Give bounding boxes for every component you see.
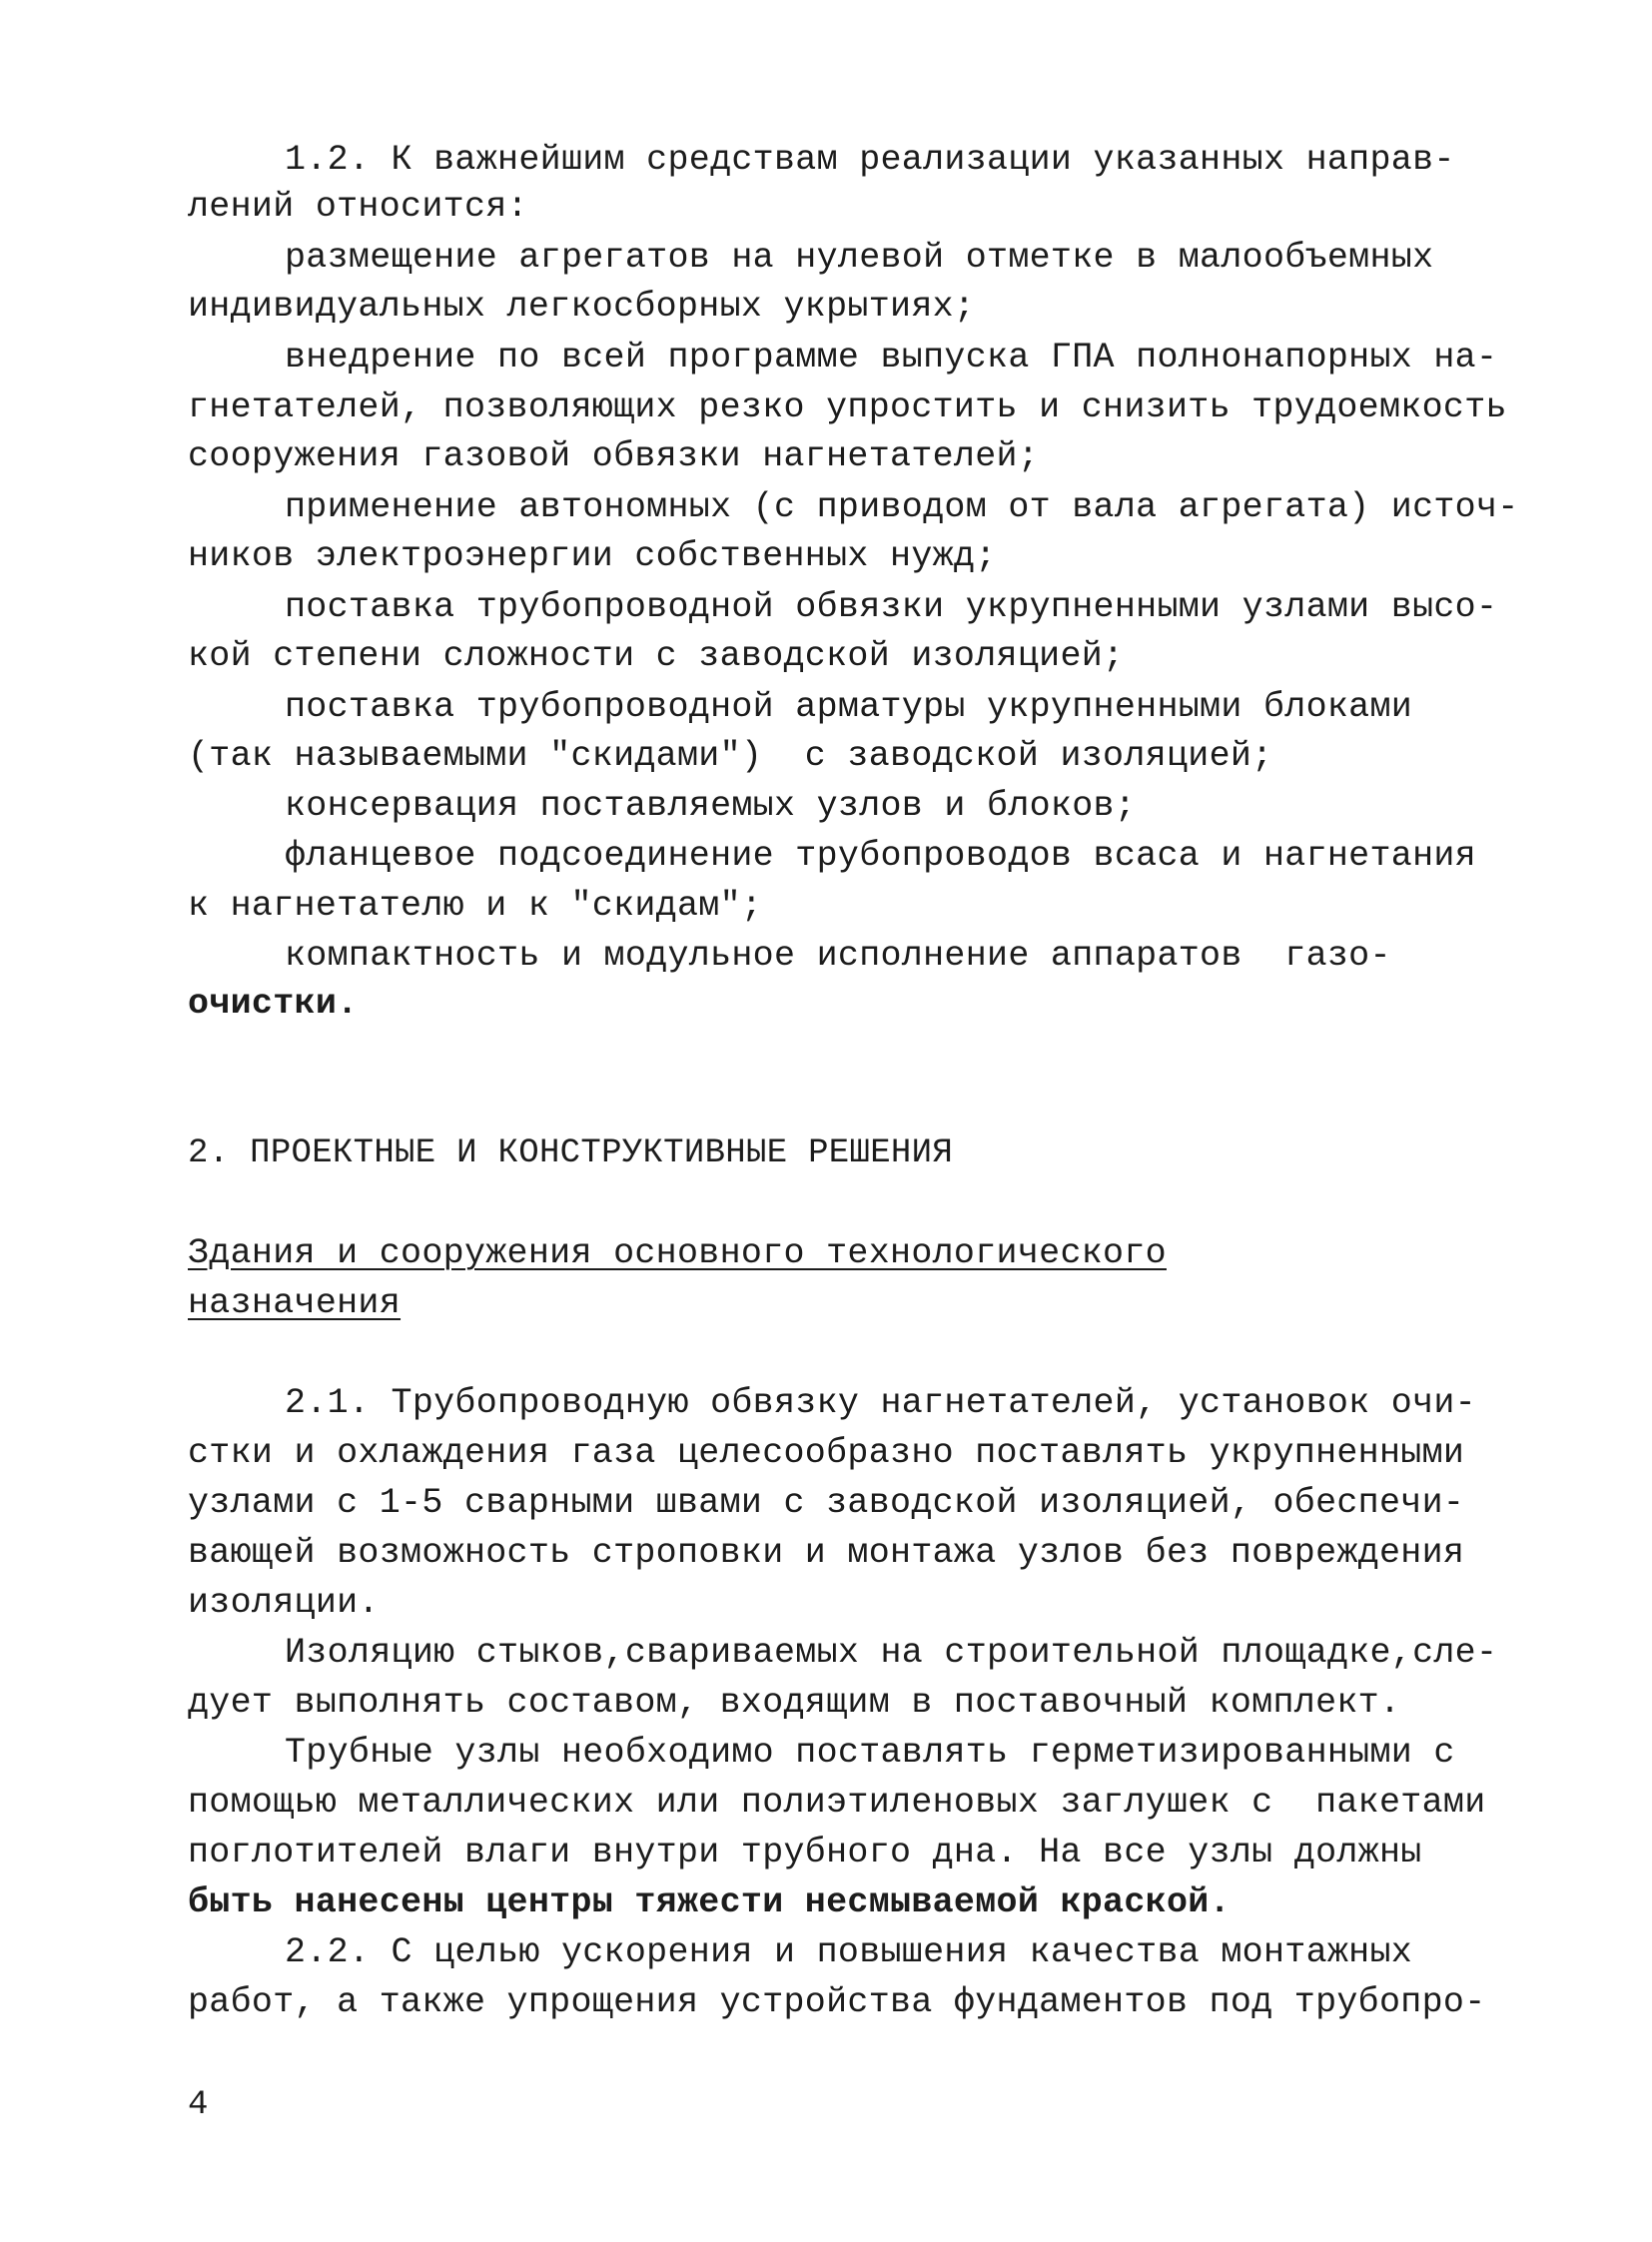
item-2-1-line: 2.1. Трубопроводную обвязку нагнетателей, установок очи- [285,1383,1476,1423]
list-item-line: ников электроэнергии собственных нужд; [188,536,997,576]
list-item-line: к нагнетателю и к "скидам"; [188,886,763,926]
list-item-line: фланцевое подсоединение трубопроводов всаса и нагнетания [285,836,1476,876]
item-1-2-line-2: лений относится: [188,187,528,227]
paragraph-line: поглотителей влаги внутри трубного дна. На все узлы должны [188,1833,1422,1872]
list-item-line: внедрение по всей программе выпуска ГПА полнонапорных на- [285,338,1498,377]
page-number: 4 [188,2086,209,2124]
list-item-line: применение автономных (с приводом от вала агрегата) источ- [285,487,1519,527]
item-2-2-line: 2.2. С целью ускорения и повышения качества монтажных [285,1932,1413,1972]
paragraph-line: дует выполнять составом, входящим в поставочный комплект. [188,1683,1401,1723]
subsection-heading-line-1: Здания и сооружения основного технологического [188,1233,1167,1273]
item-2-1-line: изоляции. [188,1583,380,1623]
list-item-line: очистки. [188,984,359,1024]
list-item-line: индивидуальных легкосборных укрытиях; [188,287,976,327]
list-item-line: гнетателей, позволяющих резко упростить и снизить трудоемкость [188,387,1507,427]
paragraph-line: помощью металлических или полиэтиленовых заглушек с пакетами [188,1783,1486,1823]
paragraph-line: Изоляцию стыков,свариваемых на строительной площадке,сле- [285,1633,1498,1673]
paragraph-line: быть нанесены центры тяжести несмываемой краской. [188,1882,1231,1922]
item-1-2-line-1: 1.2. К важнейшим средствам реализации указанных направ- [285,140,1455,180]
list-item-line: (так называемыми "скидами") с заводской изоляцией; [188,736,1273,776]
section-heading: 2. ПРОЕКТНЫЕ И КОНСТРУКТИВНЫЕ РЕШЕНИЯ [188,1134,954,1172]
paragraph-line: Трубные узлы необходимо поставлять герметизированными с [285,1733,1455,1773]
list-item-line: поставка трубопроводной обвязки укрупненными узлами высо- [285,587,1498,627]
list-item-line: сооружения газовой обвязки нагнетателей; [188,436,1040,476]
item-2-2-line: работ, а также упрощения устройства фундаментов под трубопро- [188,1982,1486,2022]
list-item-line: консервация поставляемых узлов и блоков; [285,786,1137,826]
item-2-1-line: стки и охлаждения газа целесообразно поставлять укрупненными [188,1433,1465,1473]
subsection-heading-line-2: назначения [188,1283,402,1323]
list-item-line: кой степени сложности с заводской изоляцией; [188,636,1125,676]
list-item-line: поставка трубопроводной арматуры укрупненными блоками [285,687,1413,727]
item-2-1-line: вающей возможность строповки и монтажа узлов без повреждения [188,1533,1465,1573]
list-item-line: компактность и модульное исполнение аппаратов газо- [285,936,1391,976]
item-2-1-line: узлами с 1-5 сварными швами с заводской изоляцией, обеспечи- [188,1483,1465,1523]
list-item-line: размещение агрегатов на нулевой отметке в малообъемных [285,238,1434,278]
